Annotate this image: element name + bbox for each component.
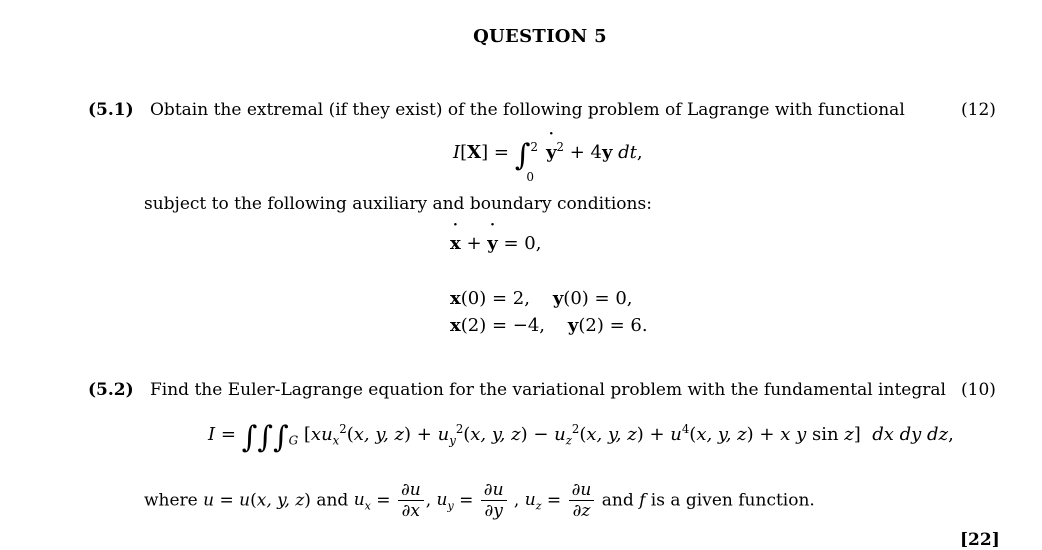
boundary-condition-1: x(0) = 2, y(0) = 0,: [450, 288, 633, 309]
where-clause: where u = u(x, y, z) and $u_x$ = $\frac{\partial u}{\partial x}$ , $u_y$ = $\frac{\partial u}{\partial y}$ , $u_z$ = $\frac{\partial u}{\partial z}$ and f is a given function.: [144, 480, 815, 522]
triple-integral: $I = \int\int\int_G$ [$xu_x^2(x$, y, $z) + u_y^2(x$, y, $z) - u_z^2(x$, y, $z) + u^4(x$, y, z) + x y sin z] dx dy dz,: [208, 420, 954, 455]
question-number-5-2: (5.2): [88, 380, 134, 400]
question-number-5-1: (5.1): [88, 100, 134, 120]
total-marks: [22]: [960, 530, 1000, 550]
page-title: QUESTION 5: [473, 26, 607, 47]
functional-equation: I[X] = ∫ 2 0 y ˙$^2$ + 4y dt,: [453, 138, 643, 173]
question-5-2-prompt: Find the Euler-Lagrange equation for the variational problem with the fundamental integral: [150, 380, 946, 400]
boundary-condition-2: x(2) = −4, y(2) = 6.: [450, 315, 648, 336]
conditions-intro: subject to the following auxiliary and boundary conditions:: [144, 194, 652, 214]
question-5-1-marks: (12): [961, 100, 996, 120]
question-5-1-prompt: Obtain the extremal (if they exist) of the following problem of Lagrange with functional: [150, 100, 905, 120]
auxiliary-condition: x ˙ + y ˙ = 0,: [450, 233, 541, 254]
question-5-2-marks: (10): [961, 380, 996, 400]
